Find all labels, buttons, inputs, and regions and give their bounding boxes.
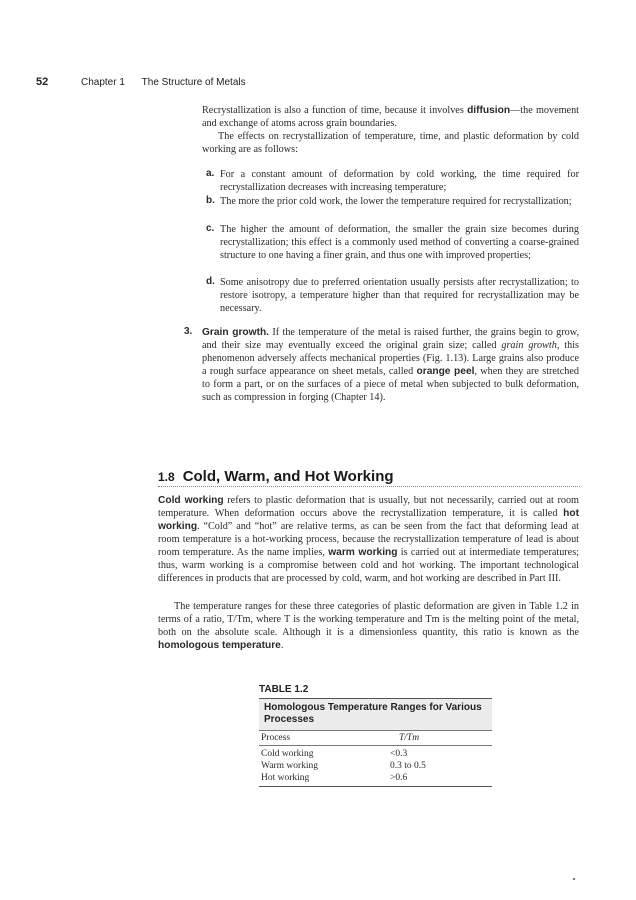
effect-item-d: Some anisotropy due to preferred orientation usually persists after recrystallization; to restore isotropy, a temperature higher than that required for recrystallization may be necessary. [220,277,579,314]
table-caption: TABLE 1.2 [259,684,309,695]
section-title: Cold, Warm, and Hot Working [182,468,394,485]
term-orange-peel: orange peel [416,366,475,377]
column-header-ratio: T/Tm [399,733,420,743]
effect-item-b: The more the prior cold work, the lower the temperature required for recrystallization; [220,196,572,207]
table-title: Homologous Temperature Ranges for Various Processes [259,698,492,730]
italic-term-grain-growth: grain growth [501,340,557,351]
homologous-table [259,698,492,787]
term-cold-working: Cold working [158,495,224,506]
chapter-label: Chapter 1 [81,77,125,88]
table-cell-process: Hot working [261,773,310,783]
list-letter-a: a. [206,168,215,179]
page-header [36,76,246,88]
term-grain-growth: Grain growth. [202,327,270,338]
section-divider [158,486,580,487]
effect-item-c: The higher the amount of deformation, the smaller the grain size becomes during recrystallization; this effect is a commonly used method of converting a coarse-grained structure to one having a finer grain, and thus one with improved properties; [220,224,579,261]
term-homologous-temperature: homologous temperature [158,640,281,651]
table-row [259,772,492,784]
grain-growth-paragraph: Grain growth. If the temperature of the metal is raised further, the grains begin to grow, and their size may eventually exceed the original grain size; called grain growth, this phenomenon adversely affects mechanical properties (Fig. 1.13). Large grains also produce a rough surface appearance on sheet metals, called orange peel, when they are stretched to form a part, or on the surfaces of a piece of metal when subjected to bulk deformation, such as compression in forging (Chapter 14). [202,327,580,403]
cold-working-paragraph: Cold working refers to plastic deformation that is usually, but not necessarily, carried out at room temperature. When deformation occurs above the recrystallization temperature, it is called hot working. “Cold” and “hot” are relative terms, as can be seen from the fact that deforming lead at room temperature is a hot-working process, because the recrystallization temperature of lead is about room temperature. As the name implies, warm working is carried out at intermediate temperatures; thus, warm working is a compromise between cold and hot working. The important technological differences in products that are processed by cold, warm, and hot working are described in Part III. [158,495,579,584]
section-number: 1.8 [158,470,175,484]
list-letter-c: c. [206,223,215,234]
page-number: 52 [36,76,49,88]
column-header-process: Process [261,733,291,743]
table-bottom-rule [259,786,492,787]
table-row [259,760,492,772]
effects-intro-paragraph: The effects on recrystallization of temperature, time, and plastic deformation by cold working are as follows: [202,131,579,155]
table-cell-ratio: <0.3 [390,749,408,759]
intro-paragraph: Recrystallization is also a function of time, because it involves diffusion—the movement and exchange of atoms across grain boundaries. [202,105,579,129]
homologous-paragraph: The temperature ranges for these three categories of plastic deformation are given in Table 1.2 in terms of a ratio, T/Tm, where T is the working temperature and Tm is the melting point of the metal, both on the absolute scale. Although it is a dimensionless quantity, this ratio is known as the homologous temperature. [158,601,579,651]
effect-item-a: For a constant amount of deformation by cold working, the time required for recrystallization decreases with increasing temperature; [220,169,579,193]
list-letter-b: b. [206,195,215,206]
table-cell-process: Warm working [261,761,319,771]
running-title: The Structure of Metals [141,77,246,88]
section-heading [158,468,394,485]
list-number-3: 3. [184,326,193,337]
list-letter-d: d. [206,276,215,287]
scan-speck [573,878,575,880]
table-cell-ratio: 0.3 to 0.5 [390,761,426,771]
table-cell-process: Cold working [261,749,314,759]
term-diffusion: diffusion [467,105,511,116]
term-warm-working: warm working [328,547,398,558]
table-header-row [259,730,492,746]
table-row [259,748,492,760]
term-hot-working: hot working [158,508,579,532]
table-cell-ratio: >0.6 [390,773,408,783]
